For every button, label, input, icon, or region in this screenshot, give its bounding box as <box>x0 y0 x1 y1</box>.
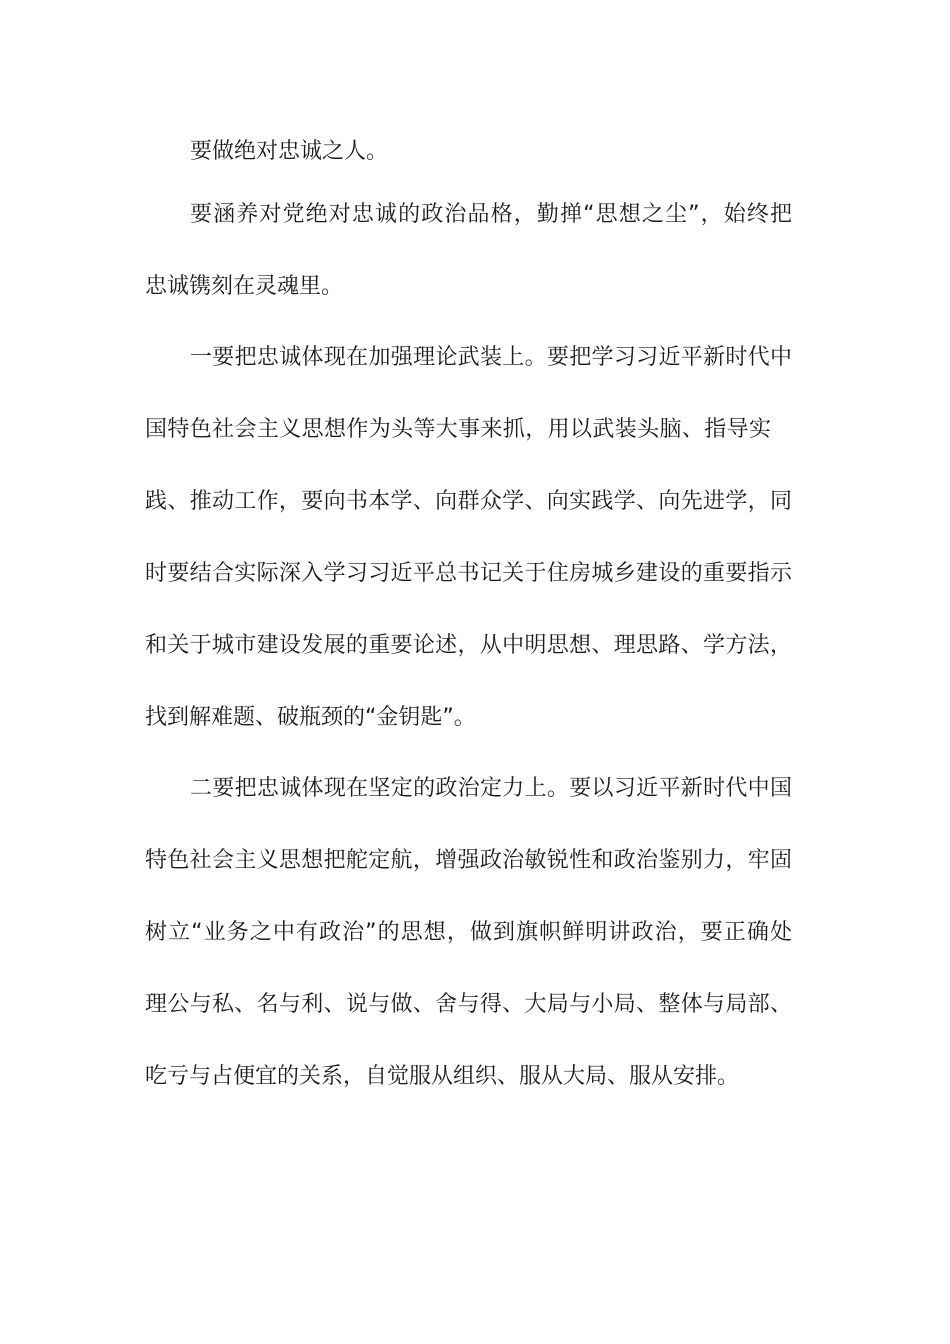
line-text: 吃亏与占便宜的关系，自觉服从组织、服从大局、服从安排。 <box>145 1064 740 1089</box>
text-line-14 <box>0 1062 950 1092</box>
line-text: 找到解难题、破瓶颈的“金钥匙”。 <box>145 705 476 730</box>
text-line-10 <box>0 774 950 804</box>
text-line-2 <box>0 200 950 230</box>
line-text: 要做绝对忠诚之人。 <box>190 139 389 164</box>
line-text: 忠诚镌刻在灵魂里。 <box>145 274 344 299</box>
line-text: 时要结合实际深入学习习近平总书记关于住房城乡建设的重要指示 <box>145 561 792 586</box>
line-text: 特色社会主义思想把舵定航，增强政治敏锐性和政治鉴别力，牢固 <box>145 848 792 873</box>
text-line-9 <box>0 703 950 733</box>
line-text: 国特色社会主义思想作为头等大事来抓，用以武装头脑、指导实 <box>145 417 771 442</box>
text-line-5 <box>0 415 950 445</box>
text-line-12 <box>0 918 950 948</box>
text-line-1 <box>0 137 950 167</box>
text-line-8 <box>0 631 950 661</box>
line-text: 要涵养对党绝对忠诚的政治品格，勤掸“思想之尘”，始终把 <box>190 202 792 227</box>
line-text: 二要把忠诚体现在坚定的政治定力上。要以习近平新时代中国 <box>190 776 792 801</box>
line-text: 树立“业务之中有政治”的思想，做到旗帜鲜明讲政治，要正确处 <box>145 920 792 945</box>
line-text: 一要把忠诚体现在加强理论武装上。要把学习习近平新时代中 <box>190 345 792 370</box>
text-line-13 <box>0 990 950 1020</box>
text-line-7 <box>0 559 950 589</box>
text-line-11 <box>0 846 950 876</box>
text-line-6 <box>0 487 950 517</box>
line-text: 理公与私、名与利、说与做、舍与得、大局与小局、整体与局部、 <box>145 992 792 1017</box>
line-text: 和关于城市建设发展的重要论述，从中明思想、理思路、学方法， <box>145 633 792 658</box>
line-text: 践、推动工作，要向书本学、向群众学、向实践学、向先进学，同 <box>145 489 792 514</box>
text-line-3 <box>0 272 950 302</box>
text-line-4 <box>0 343 950 373</box>
